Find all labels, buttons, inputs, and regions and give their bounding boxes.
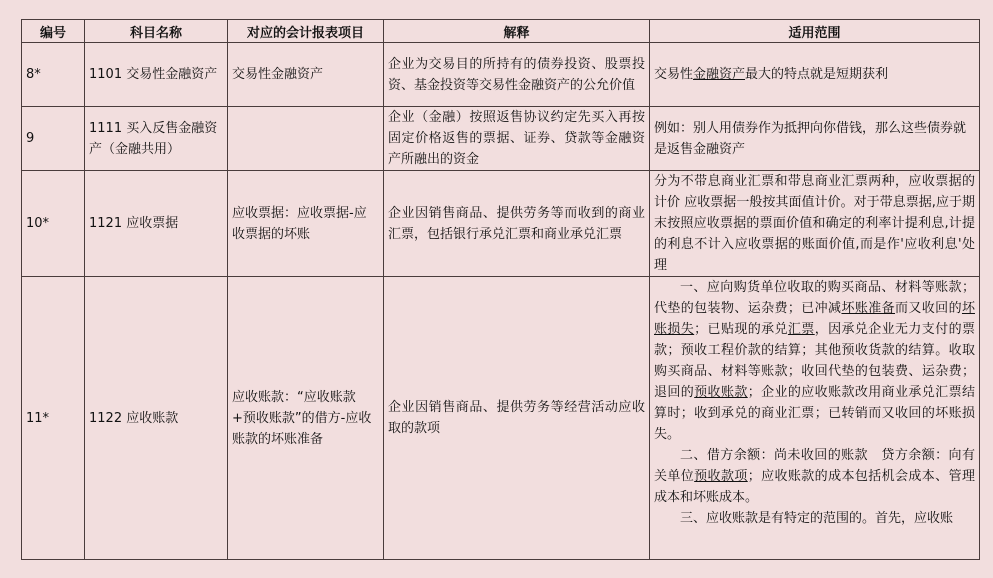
table-row [22,277,980,560]
table-row [22,43,980,107]
account-name: 1122 应收账款 [85,277,228,560]
report-item: 交易性金融资产 [228,43,384,107]
explanation: 企业因销售商品、提供劳务等而收到的商业汇票，包括银行承兑汇票和商业承兑汇票 [384,171,650,277]
scope-text: ，因承兑企业无力支付的票款；预收工程价款的结算；其他预收货款的结算。收取购买商品、材料等账款；收回代垫的包装费、运杂费；退回的 [654,322,975,400]
scope-text: ；企业的应收账款改用商业承兑汇票结算时；收到承兑的商业汇票；已转销而又收回的坏账损失。 [654,385,975,442]
scope-text: ；应收账款的成本包括机会成本、管理成本和坏账成本。 [654,469,975,505]
scope [650,277,980,560]
header-number: 编号 [22,20,85,43]
scope-link-financial-asset[interactable]: 金融资产 [693,67,746,82]
link-advance-receipts[interactable]: 预收账款 [694,385,748,400]
link-bad-debt-provision[interactable]: 坏账准备 [841,301,896,316]
scope: 分为不带息商业汇票和带息商业汇票两种，应收票据的计价 应收票据一般按其面值计价。对于带息票据,应于期末按照应收票据的票面价值和确定的利率计提利息,计提的利息不计入应收票据的账面价值,而是作'应收利息'处理 [650,171,980,277]
header-row [22,20,980,43]
header-explanation: 解释 [384,20,650,43]
table-row [22,171,980,277]
scope-paragraph-3: 三、应收账款是有特定的范围的。首先，应收账 [680,511,954,526]
report-item: 应收账款：“应收账款+预收账款”的借方-应收账款的坏账准备 [228,277,384,560]
header-report-item: 对应的会计报表项目 [228,20,384,43]
scope-text: ；已贴现的承兑 [694,322,788,337]
report-item: 应收票据：应收票据-应收票据的坏账 [228,171,384,277]
report-item [228,107,384,171]
table-row [22,107,980,171]
scope-text: 二、借方余额：尚未收回的账款 贷方余额：向有关单位 [654,448,975,484]
scope-text: 一、应向购货单位收取的购买商品、材料等账款；代垫的包装物、运杂费；已冲减 [654,280,975,316]
scope: 例如：别人用债券作为抵押向你借钱，那么这些债券就是返售金融资产 [650,107,980,171]
scope-text: 而又收回的 [895,301,962,316]
link-bad-debt-loss[interactable]: 坏账损失 [654,301,975,337]
row-number: 9 [22,107,85,171]
scope-paragraph-2 [654,445,975,508]
row-number: 11* [22,277,85,560]
header-scope: 适用范围 [650,20,980,43]
explanation: 企业（金融）按照返售协议约定先买入再按固定价格返售的票据、证券、贷款等金融资产所融出的资金 [384,107,650,171]
explanation: 企业为交易目的所持有的债券投资、股票投资、基金投资等交易性金融资产的公允价值 [384,43,650,107]
link-bill[interactable]: 汇票 [787,322,815,337]
scope-text: 最大的特点就是短期获利 [745,67,889,82]
scope-paragraph-1 [654,277,975,445]
row-number: 10* [22,171,85,277]
account-name: 1101 交易性金融资产 [85,43,228,107]
account-table [21,19,980,560]
account-name: 1121 应收票据 [85,171,228,277]
header-account-name: 科目名称 [85,20,228,43]
account-name: 1111 买入反售金融资产（金融共用） [85,107,228,171]
row-number: 8* [22,43,85,107]
explanation: 企业因销售商品、提供劳务等经营活动应收取的款项 [384,277,650,560]
scope-text: 交易性 [654,67,694,82]
scope [650,43,980,107]
link-advance-payments[interactable]: 预收款项 [694,469,748,484]
